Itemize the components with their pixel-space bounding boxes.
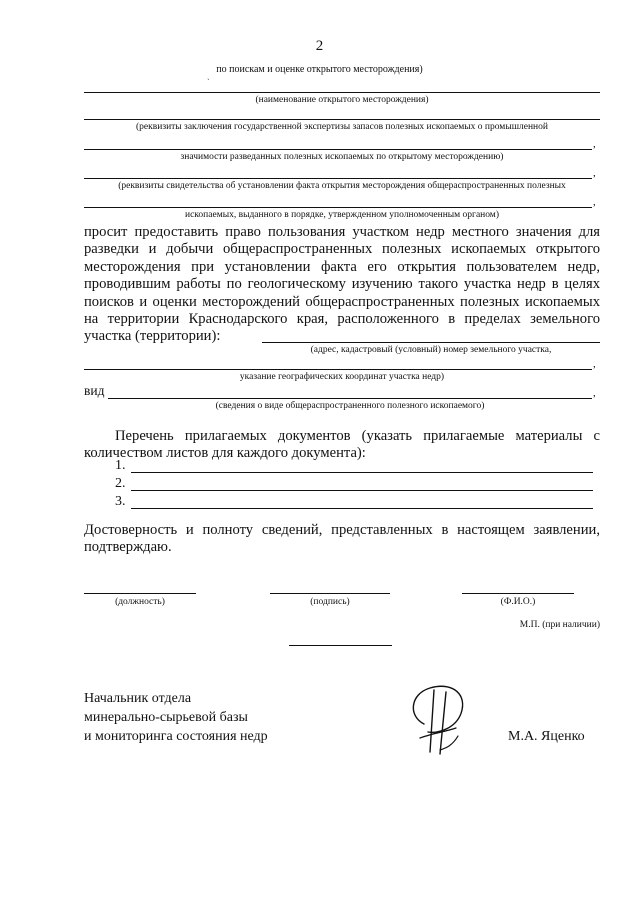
signature-line xyxy=(270,593,390,594)
address-caption-1: (адрес, кадастровый (условный) номер земельного участка, xyxy=(310,345,552,355)
comma: , xyxy=(593,196,596,208)
expertise-caption-2: значимости разведанных полезных ископаемых по открытому месторождению) xyxy=(180,152,504,162)
deposit-name-line xyxy=(84,92,600,93)
handwritten-signature xyxy=(400,676,480,758)
documents-intro: Перечень прилагаемых документов (указать прилагаемые материалы с количеством листов для каждого документа): xyxy=(84,428,600,462)
certificate-line-2 xyxy=(84,207,592,208)
document-item-3-line xyxy=(131,508,593,509)
date-line xyxy=(289,645,392,646)
mineral-type-caption: (сведения о виде общераспространенного полезного ископаемого) xyxy=(215,401,485,411)
comma: , xyxy=(593,138,596,150)
signatory-line-1: Начальник отдела xyxy=(84,691,192,706)
certificate-caption-2: ископаемых, выданного в порядке, утвержденном уполномоченным органом) xyxy=(185,210,499,220)
request-paragraph: просит предоставить право пользования участком недр местного значения для разведки и добычи общераспространенных полезных ископаемых открытого месторождения при установлении факта его открытия пользователем недр, проводившим работы по геологическому изучению такого участка недр в целях поисков и оценки месторождений общераспространенных полезных ископаемых на территории Краснодарского края, расположенного в пределах земельного участка (территории): xyxy=(84,224,600,345)
comma: , xyxy=(593,167,596,179)
comma: , xyxy=(593,358,596,370)
signatory-line-2: минерально-сырьевой базы xyxy=(84,710,248,725)
document-item-1-line xyxy=(131,472,593,473)
signatory-title xyxy=(84,689,268,746)
stamp-caption: М.П. (при наличии) xyxy=(519,620,600,630)
certificate-line xyxy=(84,178,592,179)
certificate-caption-1: (реквизиты свидетельства об установлении факта открытия месторождения общераспространенных полезных xyxy=(118,181,566,191)
vid-line xyxy=(108,398,592,399)
expertise-caption-1: (реквизиты заключения государственной экспертизы запасов полезных ископаемых о промышленной xyxy=(136,122,548,132)
document-item-2-number: 2. xyxy=(115,476,126,491)
fio-line xyxy=(462,593,574,594)
header-continuation: по поискам и оценке открытого месторождения) xyxy=(216,64,423,75)
address-line xyxy=(84,369,592,370)
position-caption: (должность) xyxy=(115,597,165,607)
signatory-name: М.А. Яценко xyxy=(508,729,585,744)
signatory-line-3: и мониторинга состояния недр xyxy=(84,729,268,744)
document-item-3-number: 3. xyxy=(115,494,126,509)
page-number: 2 xyxy=(315,38,324,54)
deposit-name-caption: (наименование открытого месторождения) xyxy=(255,95,429,105)
expertise-line-2 xyxy=(84,149,592,150)
position-line xyxy=(84,593,196,594)
comma: , xyxy=(593,387,596,399)
address-caption-2: указание географических координат участка недр) xyxy=(239,372,445,382)
fio-caption: (Ф.И.О.) xyxy=(500,597,536,607)
confirmation-paragraph: Достоверность и полноту сведений, представленных в настоящем заявлении, подтверждаю. xyxy=(84,522,600,556)
document-item-2-line xyxy=(131,490,593,491)
stray-mark: ˎ xyxy=(207,71,210,80)
signature-caption: (подпись) xyxy=(310,597,350,607)
territory-line xyxy=(262,342,600,343)
document-item-1-number: 1. xyxy=(115,458,126,473)
expertise-line xyxy=(84,119,600,120)
vid-label: вид xyxy=(84,383,105,398)
